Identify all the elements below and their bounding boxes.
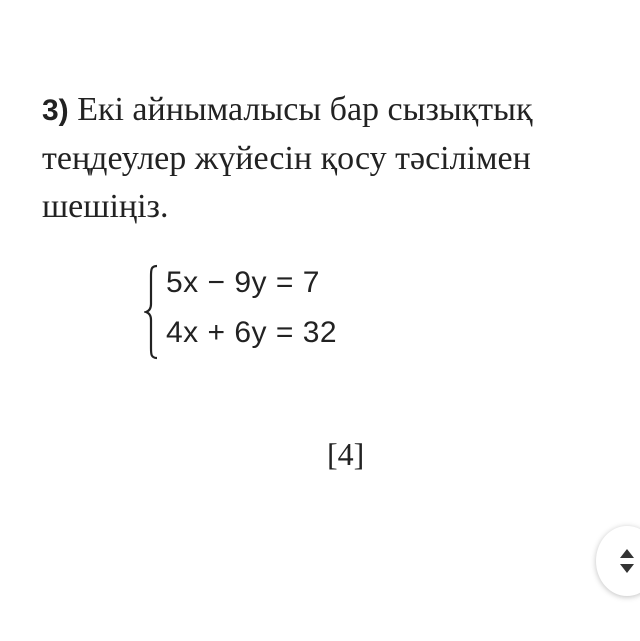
equation-1: 5x − 9y = 7 [166, 266, 320, 299]
left-brace-icon [144, 264, 160, 360]
problem-line-1 [42, 86, 602, 135]
scroll-toggle-button[interactable] [596, 526, 640, 596]
problem-number: 3) [42, 94, 69, 127]
equation-system [144, 262, 384, 362]
up-down-arrows-icon [616, 547, 638, 575]
problem-text-1: Екі айнымалысы бар сызықтық [77, 91, 533, 128]
problem-line-3: шешіңіз. [42, 188, 169, 225]
equation-2: 4x + 6y = 32 [166, 316, 338, 349]
problem-statement [42, 86, 602, 231]
marks-label: [4] [327, 436, 365, 472]
problem-line-2: теңдеулер жүйесін қосу тәсілімен [42, 140, 531, 177]
